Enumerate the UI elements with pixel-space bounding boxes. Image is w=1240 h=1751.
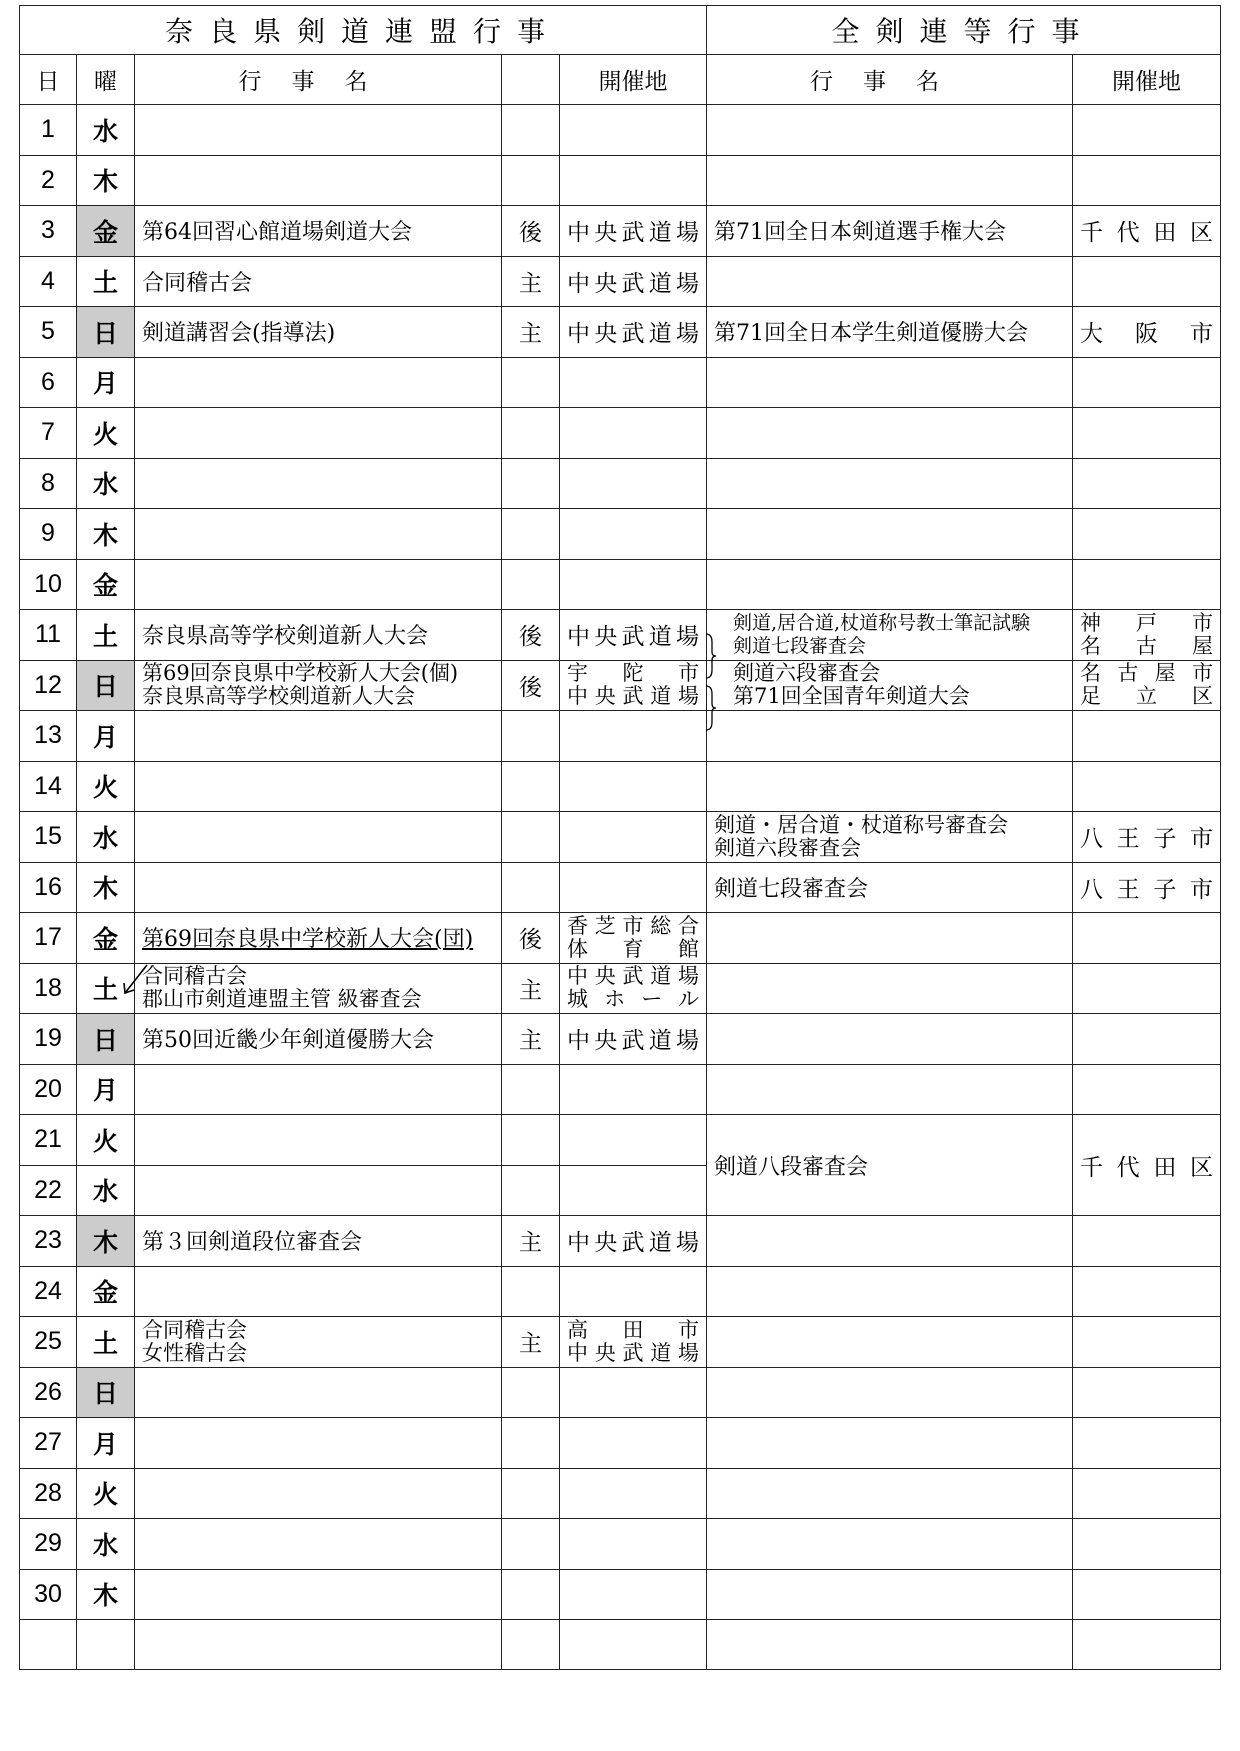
weekday: 金 xyxy=(77,206,135,257)
day-row xyxy=(20,761,1221,812)
weekday: 火 xyxy=(77,1115,135,1166)
event-place xyxy=(560,862,707,913)
event-place xyxy=(560,761,707,812)
zenken-event-name xyxy=(707,963,1073,1014)
zenken-event-place xyxy=(1073,660,1221,711)
day-row xyxy=(20,1367,1221,1418)
event-name xyxy=(135,357,502,408)
day-number: 7 xyxy=(20,408,77,459)
zenken-event-name xyxy=(707,155,1073,206)
day-row xyxy=(20,610,1221,661)
weekday: 水 xyxy=(77,105,135,156)
event-name-text: 第50回近畿少年剣道優勝大会 xyxy=(142,1028,434,1054)
event-kind xyxy=(502,1367,560,1418)
event-kind xyxy=(502,812,560,863)
event-name xyxy=(135,1367,502,1418)
event-place: 中央武道場 xyxy=(560,307,707,358)
day-number: 2 xyxy=(20,155,77,206)
event-place xyxy=(560,408,707,459)
weekday: 土 xyxy=(77,256,135,307)
event-place xyxy=(560,1317,707,1368)
brace-icon xyxy=(704,632,718,680)
header-event-name-2: 行事名 xyxy=(707,55,1073,105)
weekday: 月 xyxy=(77,1064,135,1115)
day-row xyxy=(20,1418,1221,1469)
event-place xyxy=(560,660,707,711)
day-number: 26 xyxy=(20,1367,77,1418)
event-place xyxy=(560,155,707,206)
day-number: 28 xyxy=(20,1468,77,1519)
event-place xyxy=(560,1266,707,1317)
zenken-event-place xyxy=(1073,1266,1221,1317)
zenken-event-place: 千代田区 xyxy=(1073,206,1221,257)
day-row xyxy=(20,1014,1221,1065)
zenken-event-place xyxy=(1073,357,1221,408)
day-row xyxy=(20,660,1221,711)
weekday: 水 xyxy=(77,812,135,863)
zenken-event-place xyxy=(1073,1519,1221,1570)
event-name xyxy=(135,1165,502,1216)
event-kind xyxy=(502,1165,560,1216)
event-place-line-2: 城ホール xyxy=(567,987,699,1012)
event-name xyxy=(135,812,502,863)
day-row xyxy=(20,1064,1221,1115)
event-place-line-1: 中央武道場 xyxy=(567,964,699,989)
extra-cell xyxy=(560,1620,707,1670)
event-place: 中央武道場 xyxy=(560,256,707,307)
day-row xyxy=(20,963,1221,1014)
day-row xyxy=(20,357,1221,408)
event-name-line-1: 第69回奈良県中学校新人大会(個) xyxy=(142,661,459,686)
zenken-event-place xyxy=(1073,913,1221,964)
nara-section-title: 奈良県剣道連盟行事 xyxy=(20,6,707,55)
event-place xyxy=(560,1418,707,1469)
weekday: 金 xyxy=(77,1266,135,1317)
zenken-event-name: 剣道七段審査会 xyxy=(707,862,1073,913)
zenken-event-name xyxy=(707,1418,1073,1469)
weekday: 日 xyxy=(77,1014,135,1065)
zenken-event-place xyxy=(1073,1569,1221,1620)
event-place xyxy=(560,458,707,509)
day-number: 9 xyxy=(20,509,77,560)
event-name xyxy=(135,256,502,307)
zenken-event-place xyxy=(1073,559,1221,610)
day-row xyxy=(20,1317,1221,1368)
zenken-event-place-line-1: 名古屋市 xyxy=(1080,661,1214,686)
event-name xyxy=(135,862,502,913)
event-name-line-1: 合同稽古会 xyxy=(142,1317,247,1342)
zenken-event-place: 大阪市 xyxy=(1073,307,1221,358)
event-place xyxy=(560,963,707,1014)
day-row xyxy=(20,1266,1221,1317)
day-number: 8 xyxy=(20,458,77,509)
zenken-event-name-line-2: 第71回全国青年剣道大会 xyxy=(733,684,970,709)
event-place-line-1: 香芝市総合 xyxy=(567,913,699,938)
event-name xyxy=(135,1317,502,1368)
event-name-text: 剣道講習会(指導法) xyxy=(142,321,336,347)
event-kind xyxy=(502,1266,560,1317)
event-kind xyxy=(502,509,560,560)
event-place-line-1: 高田市 xyxy=(567,1317,699,1342)
day-number: 6 xyxy=(20,357,77,408)
zenken-event-place-line-2: 名古屋 xyxy=(1080,633,1214,658)
zenken-event-place xyxy=(1073,711,1221,762)
zenken-event-place xyxy=(1073,963,1221,1014)
zenken-event-name xyxy=(707,1367,1073,1418)
event-name-text: 第69回奈良県中学校新人大会(団) xyxy=(142,927,474,953)
event-place xyxy=(560,559,707,610)
event-name xyxy=(135,559,502,610)
event-kind xyxy=(502,1519,560,1570)
event-name xyxy=(135,206,502,257)
zenken-event-place xyxy=(1073,1418,1221,1469)
event-name xyxy=(135,509,502,560)
event-name xyxy=(135,1064,502,1115)
event-name xyxy=(135,1468,502,1519)
weekday: 木 xyxy=(77,509,135,560)
zenken-event-name: 剣道八段審査会 xyxy=(707,1115,1073,1216)
weekday: 月 xyxy=(77,711,135,762)
weekday: 火 xyxy=(77,761,135,812)
day-number: 4 xyxy=(20,256,77,307)
event-kind xyxy=(502,155,560,206)
event-kind: 後 xyxy=(502,206,560,257)
event-name xyxy=(135,458,502,509)
event-name xyxy=(135,1266,502,1317)
weekday: 日 xyxy=(77,307,135,358)
event-place xyxy=(560,105,707,156)
zenken-event-name-line-2: 剣道七段審査会 xyxy=(733,634,867,657)
event-name-text: 第３回剣道段位審査会 xyxy=(142,1230,363,1256)
day-row xyxy=(20,256,1221,307)
day-row xyxy=(20,913,1221,964)
event-kind: 後 xyxy=(502,660,560,711)
event-name xyxy=(135,711,502,762)
day-row xyxy=(20,408,1221,459)
event-name-line-2: 女性稽古会 xyxy=(142,1340,247,1365)
event-place xyxy=(560,357,707,408)
event-name-line-2: 奈良県高等学校剣道新人大会 xyxy=(142,684,415,709)
day-number: 17 xyxy=(20,913,77,964)
zenken-event-name xyxy=(707,812,1073,863)
day-row xyxy=(20,1569,1221,1620)
event-kind xyxy=(502,458,560,509)
day-number: 19 xyxy=(20,1014,77,1065)
event-kind xyxy=(502,862,560,913)
day-row xyxy=(20,155,1221,206)
zenken-event-name xyxy=(707,559,1073,610)
day-number: 12 xyxy=(20,660,77,711)
extra-cell xyxy=(20,1620,77,1670)
header-place: 開催地 xyxy=(560,55,707,105)
event-place: 中央武道場 xyxy=(560,1216,707,1267)
header-place-2: 開催地 xyxy=(1073,55,1221,105)
weekday: 水 xyxy=(77,1165,135,1216)
day-number: 11 xyxy=(20,610,77,661)
header-weekday: 曜 xyxy=(77,55,135,105)
zenken-event-name xyxy=(707,660,1073,711)
zenken-event-name xyxy=(707,1216,1073,1267)
day-row xyxy=(20,711,1221,762)
brace-icon xyxy=(704,684,718,732)
zenken-event-place xyxy=(1073,1468,1221,1519)
day-row xyxy=(20,1519,1221,1570)
day-number: 16 xyxy=(20,862,77,913)
extra-cell xyxy=(707,1620,1073,1670)
zenken-event-place xyxy=(1073,1317,1221,1368)
extra-cell xyxy=(135,1620,502,1670)
weekday: 日 xyxy=(77,1367,135,1418)
event-name xyxy=(135,610,502,661)
zenken-event-name-line-1: 剣道六段審査会 xyxy=(733,661,880,686)
event-place: 中央武道場 xyxy=(560,610,707,661)
extra-cell xyxy=(502,1620,560,1670)
zenken-event-name: 第71回全日本学生剣道優勝大会 xyxy=(707,307,1073,358)
day-number: 25 xyxy=(20,1317,77,1368)
event-name xyxy=(135,1216,502,1267)
event-place-line-2: 中央武道場 xyxy=(567,1340,699,1365)
event-kind: 主 xyxy=(502,1014,560,1065)
header-day: 日 xyxy=(20,55,77,105)
day-number: 15 xyxy=(20,812,77,863)
event-kind: 主 xyxy=(502,1216,560,1267)
day-number: 1 xyxy=(20,105,77,156)
event-place xyxy=(560,812,707,863)
zenken-event-name xyxy=(707,357,1073,408)
day-row xyxy=(20,509,1221,560)
zenken-event-name xyxy=(707,1317,1073,1368)
event-place-line-2: 中央武道場 xyxy=(567,684,699,709)
event-place-line-2: 体育館 xyxy=(567,936,699,961)
zenken-event-name xyxy=(707,408,1073,459)
event-place xyxy=(560,509,707,560)
zenken-event-name xyxy=(707,610,1073,661)
event-place xyxy=(560,1468,707,1519)
day-number: 29 xyxy=(20,1519,77,1570)
zenken-event-place xyxy=(1073,1014,1221,1065)
weekday: 火 xyxy=(77,1468,135,1519)
day-number: 30 xyxy=(20,1569,77,1620)
day-row xyxy=(20,105,1221,156)
day-number: 21 xyxy=(20,1115,77,1166)
header-kind xyxy=(502,55,560,105)
zenken-event-name xyxy=(707,1569,1073,1620)
zenken-event-place xyxy=(1073,610,1221,661)
zenken-event-name xyxy=(707,1519,1073,1570)
day-row xyxy=(20,1115,1221,1166)
event-kind xyxy=(502,408,560,459)
event-place xyxy=(560,1569,707,1620)
zenken-event-place xyxy=(1073,509,1221,560)
day-number: 20 xyxy=(20,1064,77,1115)
event-place xyxy=(560,1519,707,1570)
zenken-event-name xyxy=(707,913,1073,964)
weekday: 土 xyxy=(77,1317,135,1368)
event-place xyxy=(560,711,707,762)
zenken-event-name xyxy=(707,458,1073,509)
day-row xyxy=(20,862,1221,913)
zenken-event-name-line-1: 剣道,居合道,杖道称号教士筆記試験 xyxy=(733,611,1031,634)
zenken-event-place-line-1: 神戸市 xyxy=(1080,610,1214,635)
event-kind xyxy=(502,559,560,610)
extra-cell xyxy=(77,1620,135,1670)
event-kind xyxy=(502,357,560,408)
day-row xyxy=(20,1468,1221,1519)
day-number: 3 xyxy=(20,206,77,257)
zenken-event-place xyxy=(1073,761,1221,812)
event-name xyxy=(135,660,502,711)
event-kind xyxy=(502,1115,560,1166)
zenken-event-name xyxy=(707,1064,1073,1115)
event-schedule-table xyxy=(19,5,1221,1670)
header-event-name: 行事名 xyxy=(135,55,502,105)
event-name xyxy=(135,307,502,358)
zenken-event-place-line-2: 足立区 xyxy=(1080,684,1214,709)
day-row xyxy=(20,559,1221,610)
event-kind: 後 xyxy=(502,913,560,964)
event-name xyxy=(135,1418,502,1469)
day-number: 14 xyxy=(20,761,77,812)
zenken-event-place xyxy=(1073,256,1221,307)
event-name xyxy=(135,105,502,156)
zenken-event-place xyxy=(1073,155,1221,206)
zenken-event-name xyxy=(707,711,1073,762)
day-row xyxy=(20,307,1221,358)
zenken-event-name: 第71回全日本剣道選手権大会 xyxy=(707,206,1073,257)
event-name-text: 奈良県高等学校剣道新人大会 xyxy=(142,624,429,650)
event-place xyxy=(560,1064,707,1115)
event-name-line-1: 合同稽古会 xyxy=(142,964,247,989)
zenken-event-name xyxy=(707,1266,1073,1317)
zenken-event-place xyxy=(1073,1064,1221,1115)
weekday: 火 xyxy=(77,408,135,459)
zenken-event-place xyxy=(1073,408,1221,459)
event-kind xyxy=(502,1064,560,1115)
event-place xyxy=(560,1115,707,1166)
event-name xyxy=(135,155,502,206)
event-kind xyxy=(502,1418,560,1469)
zenken-event-name xyxy=(707,1014,1073,1065)
day-number: 13 xyxy=(20,711,77,762)
event-name xyxy=(135,1519,502,1570)
event-kind xyxy=(502,1569,560,1620)
event-name xyxy=(135,1569,502,1620)
event-kind xyxy=(502,711,560,762)
day-number: 5 xyxy=(20,307,77,358)
weekday: 水 xyxy=(77,1519,135,1570)
zenken-event-name-line-1: 剣道・居合道・杖道称号審査会 xyxy=(714,812,1008,837)
weekday: 金 xyxy=(77,559,135,610)
day-row xyxy=(20,458,1221,509)
weekday: 月 xyxy=(77,1418,135,1469)
weekday: 月 xyxy=(77,357,135,408)
event-name xyxy=(135,963,502,1014)
event-kind xyxy=(502,761,560,812)
weekday: 金 xyxy=(77,913,135,964)
weekday: 木 xyxy=(77,862,135,913)
event-name xyxy=(135,913,502,964)
zenken-section-title: 全剣連等行事 xyxy=(707,6,1221,55)
weekday: 木 xyxy=(77,1216,135,1267)
zenken-event-place xyxy=(1073,1367,1221,1418)
day-row xyxy=(20,812,1221,863)
zenken-event-place xyxy=(1073,105,1221,156)
arrow-icon xyxy=(121,963,149,997)
weekday: 木 xyxy=(77,1569,135,1620)
day-number: 23 xyxy=(20,1216,77,1267)
event-name-text: 合同稽古会 xyxy=(142,270,253,296)
extra-cell xyxy=(1073,1620,1221,1670)
zenken-event-name xyxy=(707,105,1073,156)
day-number: 18 xyxy=(20,963,77,1014)
event-name xyxy=(135,761,502,812)
event-name xyxy=(135,1115,502,1166)
event-kind xyxy=(502,1468,560,1519)
day-number: 10 xyxy=(20,559,77,610)
event-kind: 後 xyxy=(502,610,560,661)
zenken-event-place xyxy=(1073,1216,1221,1267)
event-kind: 主 xyxy=(502,256,560,307)
event-name xyxy=(135,408,502,459)
zenken-event-place: 八王子市 xyxy=(1073,812,1221,863)
weekday: 木 xyxy=(77,155,135,206)
event-place: 中央武道場 xyxy=(560,206,707,257)
event-place xyxy=(560,913,707,964)
zenken-event-name xyxy=(707,761,1073,812)
zenken-event-name xyxy=(707,1468,1073,1519)
day-row xyxy=(20,206,1221,257)
event-kind xyxy=(502,105,560,156)
event-kind: 主 xyxy=(502,1317,560,1368)
zenken-event-place xyxy=(1073,458,1221,509)
weekday: 日 xyxy=(77,660,135,711)
event-place xyxy=(560,1367,707,1418)
weekday: 水 xyxy=(77,458,135,509)
day-number: 24 xyxy=(20,1266,77,1317)
event-name-line-2: 郡山市剣道連盟主管 級審査会 xyxy=(142,987,422,1012)
weekday: 土 xyxy=(77,963,135,1014)
event-place-line-1: 宇陀市 xyxy=(567,661,699,686)
event-name xyxy=(135,1014,502,1065)
event-place xyxy=(560,1165,707,1216)
event-place: 中央武道場 xyxy=(560,1014,707,1065)
day-number: 27 xyxy=(20,1418,77,1469)
event-kind: 主 xyxy=(502,307,560,358)
zenken-event-name-line-2: 剣道六段審査会 xyxy=(714,835,861,860)
day-row xyxy=(20,1216,1221,1267)
event-kind: 主 xyxy=(502,963,560,1014)
zenken-event-place: 千代田区 xyxy=(1073,1115,1221,1216)
weekday: 土 xyxy=(77,610,135,661)
zenken-event-name xyxy=(707,509,1073,560)
day-number: 22 xyxy=(20,1165,77,1216)
zenken-event-place: 八王子市 xyxy=(1073,862,1221,913)
zenken-event-name xyxy=(707,256,1073,307)
event-name-text: 第64回習心館道場剣道大会 xyxy=(142,220,412,246)
